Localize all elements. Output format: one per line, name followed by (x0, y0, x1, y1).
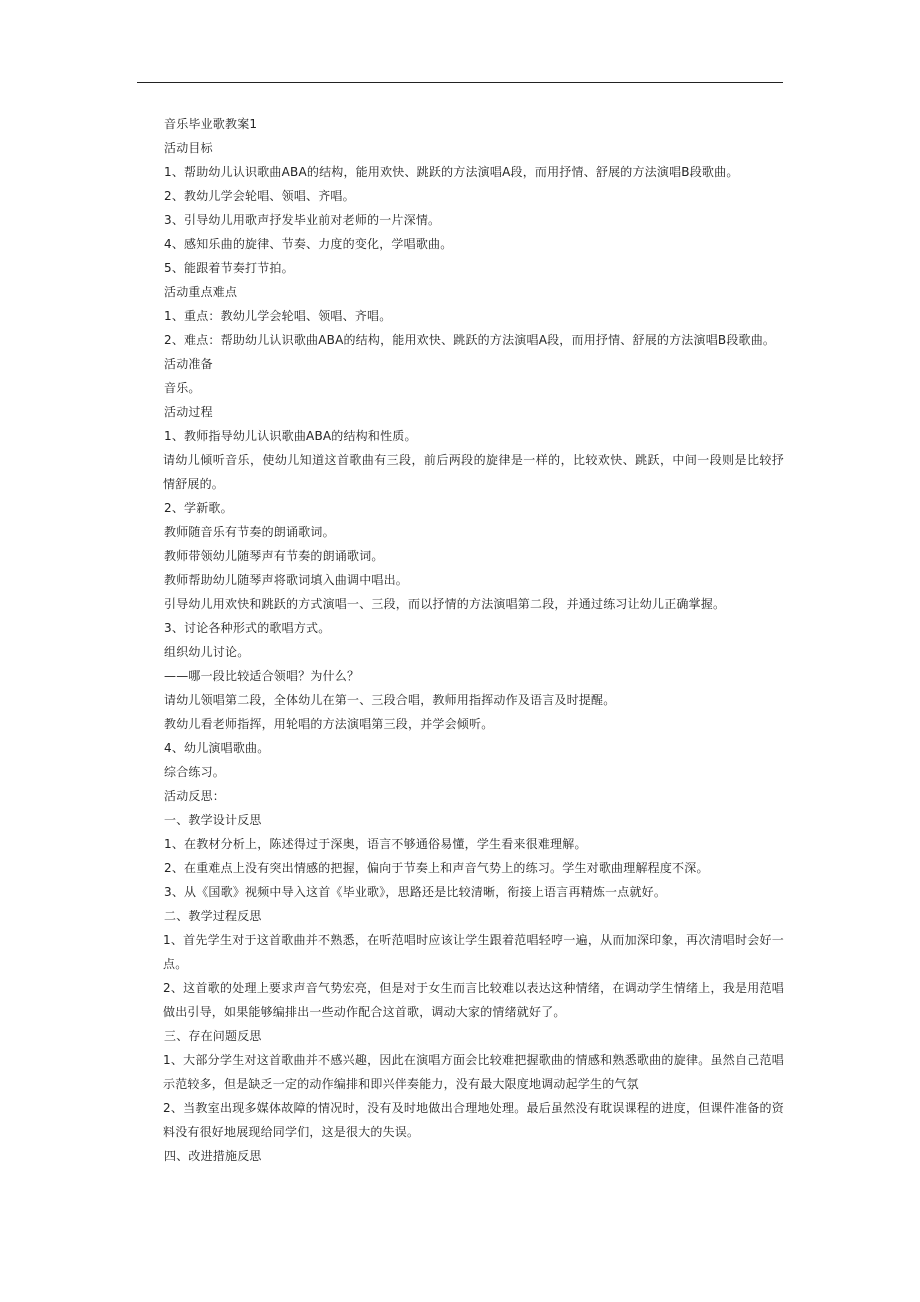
list-item: 2、学新歌。 (164, 501, 233, 515)
paragraph: 2、当教室出现多媒体故障的情况时，没有及时地做出合理地处理。最后虽然没有耽误课程的进度，但课件准备的资料没有很好地展现给同学们，这是很大的失误。 (163, 1101, 784, 1139)
document-body (164, 112, 784, 1168)
paragraph: 1、大部分学生对这首歌曲并不感兴趣，因此在演唱方面会比较难把握歌曲的情感和熟悉歌曲的旋律。虽然自己范唱示范较多，但是缺乏一定的动作编排和即兴伴奏能力，没有最大限度地调动起学生的气氛 (163, 1053, 784, 1091)
section-heading: 活动重点难点 (164, 285, 238, 299)
list-item: 3、讨论各种形式的歌唱方式。 (164, 621, 331, 635)
list-item: 3、从《国歌》视频中导入这首《毕业歌》，思路还是比较清晰，衔接上语言再精炼一点就好。 (164, 885, 667, 899)
paragraph: 教幼儿看老师指挥，用轮唱的方法演唱第三段，并学会倾听。 (164, 717, 494, 731)
list-item: 2、教幼儿学会轮唱、领唱、齐唱。 (164, 189, 355, 203)
paragraph: 引导幼儿用欢快和跳跃的方式演唱一、三段，而以抒情的方法演唱第二段，并通过练习让幼儿正确掌握。 (164, 597, 726, 611)
section-heading: 三、存在问题反思 (164, 1029, 262, 1043)
section-heading: 活动目标 (164, 141, 213, 155)
list-item: 1、重点：教幼儿学会轮唱、领唱、齐唱。 (164, 309, 392, 323)
section-heading: 活动过程 (164, 405, 213, 419)
paragraph: 综合练习。 (164, 765, 226, 779)
list-item: 4、幼儿演唱歌曲。 (164, 741, 270, 755)
paragraph: 组织幼儿讨论。 (164, 645, 250, 659)
paragraph: 请幼儿倾听音乐，使幼儿知道这首歌曲有三段，前后两段的旋律是一样的，比较欢快、跳跃，中间一段则是比较抒情舒展的。 (163, 453, 784, 491)
section-heading: 二、教学过程反思 (164, 909, 262, 923)
paragraph: 音乐。 (164, 381, 201, 395)
paragraph: 教师随音乐有节奏的朗诵歌词。 (164, 525, 335, 539)
list-item: 2、在重难点上没有突出情感的把握，偏向于节奏上和声音气势上的练习。学生对歌曲理解程度不深。 (164, 861, 709, 875)
list-item: 4、感知乐曲的旋律、节奏、力度的变化，学唱歌曲。 (164, 237, 453, 251)
list-item: 2、难点：帮助幼儿认识歌曲ABA的结构，能用欢快、跳跃的方法演唱A段，而用抒情、舒展的方法演唱B段歌曲。 (164, 333, 776, 347)
list-item: 3、引导幼儿用歌声抒发毕业前对老师的一片深情。 (164, 213, 441, 227)
doc-title: 音乐毕业歌教案1 (164, 117, 258, 131)
list-item: 1、教师指导幼儿认识歌曲ABA的结构和性质。 (164, 429, 417, 443)
list-item: 5、能跟着节奏打节拍。 (164, 261, 294, 275)
section-heading: 一、教学设计反思 (164, 813, 262, 827)
paragraph: 2、这首歌的处理上要求声音气势宏亮，但是对于女生而言比较难以表达这种情绪，在调动学生情绪上，我是用范唱做出引导，如果能够编排出一些动作配合这首歌，调动大家的情绪就好了。 (163, 981, 784, 1019)
header-rule (137, 82, 783, 83)
paragraph: 请幼儿领唱第二段，全体幼儿在第一、三段合唱，教师用指挥动作及语言及时提醒。 (164, 693, 616, 707)
section-heading: 活动反思： (164, 789, 226, 803)
paragraph: 1、首先学生对于这首歌曲并不熟悉，在听范唱时应该让学生跟着范唱轻哼一遍，从而加深印象，再次清唱时会好一点。 (163, 933, 784, 971)
list-item: 1、帮助幼儿认识歌曲ABA的结构，能用欢快、跳跃的方法演唱A段，而用抒情、舒展的方法演唱B段歌曲。 (164, 165, 739, 179)
paragraph: ——哪一段比较适合领唱？为什么？ (164, 669, 360, 683)
section-heading: 四、改进措施反思 (164, 1149, 262, 1163)
paragraph: 教师带领幼儿随琴声有节奏的朗诵歌词。 (164, 549, 384, 563)
paragraph: 教师帮助幼儿随琴声将歌词填入曲调中唱出。 (164, 573, 409, 587)
section-heading: 活动准备 (164, 357, 213, 371)
list-item: 1、在教材分析上，陈述得过于深奥，语言不够通俗易懂，学生看来很难理解。 (164, 837, 587, 851)
